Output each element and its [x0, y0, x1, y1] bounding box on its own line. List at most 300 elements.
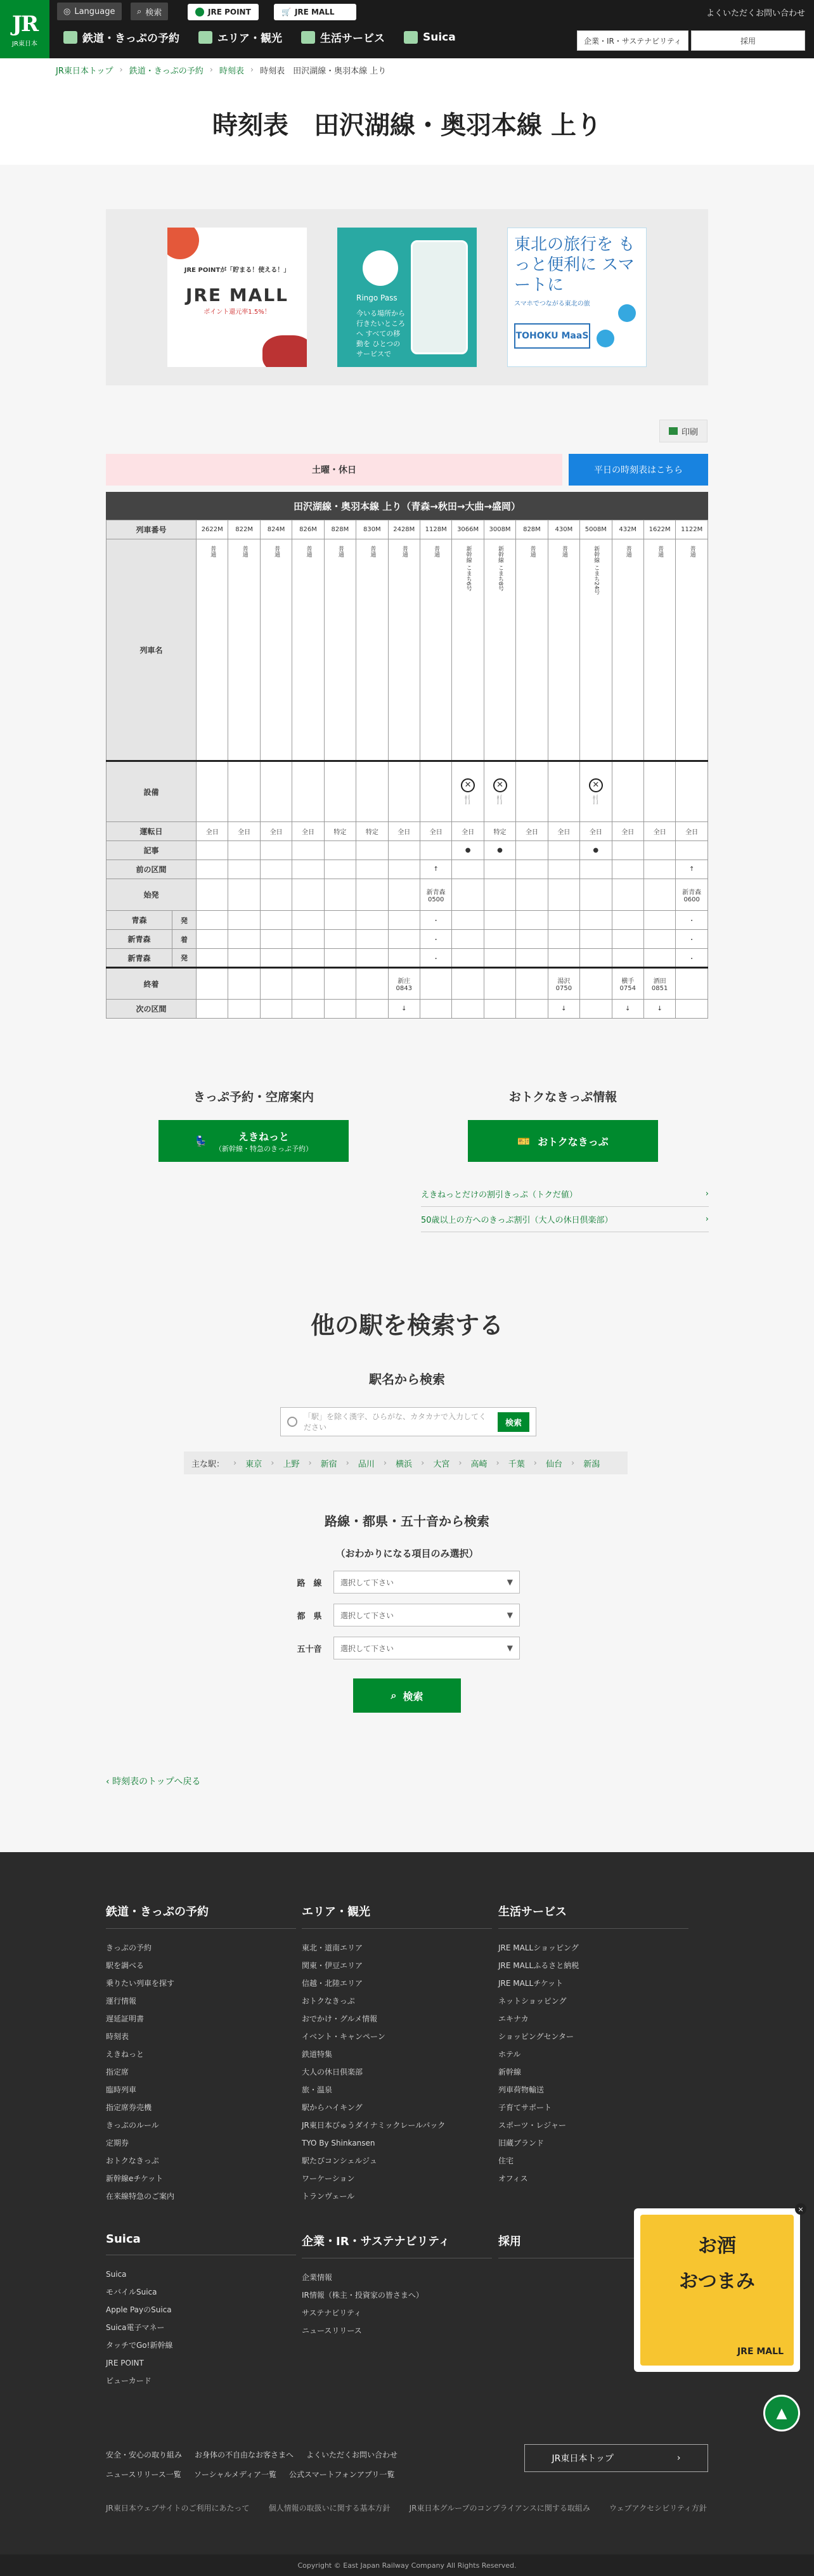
- timetable-cell: 全日: [197, 822, 228, 841]
- timetable-cell: [324, 968, 356, 1000]
- footer-link[interactable]: JRE MALLショッピング: [498, 1943, 579, 1952]
- timetable-cell: [484, 860, 515, 879]
- timetable-cell: [452, 879, 484, 911]
- nav-life[interactable]: 生活サービス: [301, 29, 385, 45]
- major-station-link[interactable]: 大宮: [433, 1459, 450, 1469]
- footer-link[interactable]: JRE MALLふるさと納税: [498, 1961, 579, 1970]
- timetable-cell: [516, 879, 548, 911]
- major-station-link[interactable]: 仙台: [545, 1459, 562, 1469]
- timetable-cell: ・: [420, 930, 451, 949]
- timetable-cell: 1622M: [643, 520, 675, 539]
- global-header: [0, 0, 814, 58]
- equipment-cell: [260, 761, 292, 822]
- crumb-sep: ›: [209, 65, 213, 75]
- chevron-right-icon: ›: [705, 1214, 709, 1224]
- footer-link[interactable]: ネットショッピング: [498, 1997, 567, 2006]
- otona-link[interactable]: 50歳以上の方へのきっぷ割引（大人の休日倶楽部） ›: [421, 1207, 709, 1232]
- timetable-cell: 1128M: [420, 520, 451, 539]
- timetable-cell: [516, 968, 548, 1000]
- banner-title: JRE MALL: [185, 285, 289, 306]
- footer-link[interactable]: 新幹線eチケット: [106, 2174, 164, 2183]
- timetable-row: [107, 930, 708, 949]
- row-label: 始発: [107, 879, 197, 911]
- back-link[interactable]: ‹ 時刻表のトップへ戻る: [106, 1777, 201, 1787]
- fruit-image: [167, 228, 199, 259]
- station-sep: ›: [421, 1458, 425, 1468]
- equipment-cell: [484, 761, 515, 822]
- chevron-down-icon: ▼: [507, 1611, 513, 1620]
- chevron-left-icon: ‹: [106, 1777, 113, 1787]
- timetable-cell: [643, 879, 675, 911]
- faq-link[interactable]: よくいただくお問い合わせ: [706, 9, 805, 18]
- equipment-cell: [420, 761, 451, 822]
- timetable-cell: [612, 949, 643, 968]
- timetable-cell: [356, 841, 388, 860]
- cart-icon: 🛒: [281, 8, 291, 16]
- train-name: 新幹線 こまち8号: [497, 546, 504, 591]
- timetable-cell: [228, 860, 260, 879]
- footer-link[interactable]: 定期券: [106, 2139, 129, 2148]
- timetable-cell: [260, 860, 292, 879]
- timetable-cell: 2622M: [197, 520, 228, 539]
- footer-link[interactable]: ワーケーション: [302, 2174, 355, 2183]
- timetable-cell: 特定: [356, 822, 388, 841]
- timetable-cell: ・: [676, 949, 708, 968]
- banner-ringo-pass[interactable]: [337, 228, 477, 367]
- footer-link[interactable]: TYO By Shinkansen: [302, 2139, 375, 2148]
- row-label: 列車番号: [107, 520, 197, 539]
- timetable-cell: [643, 860, 675, 879]
- footer-link[interactable]: スポーツ・レジャー: [498, 2121, 566, 2130]
- major-station-link[interactable]: 横浜: [396, 1459, 413, 1469]
- timetable-cell: [260, 911, 292, 930]
- printer-icon: [669, 427, 678, 435]
- timetable-cell: [676, 968, 708, 1000]
- footer-link[interactable]: 旅・温泉: [302, 2085, 333, 2094]
- footer-bottom-link[interactable]: 公式スマートフォンアプリ一覧: [289, 2470, 395, 2479]
- footer-bottom-link[interactable]: よくいただくお問い合わせ: [306, 2450, 398, 2459]
- train-name: 普通: [657, 546, 664, 557]
- footer-col-title: 企業・IR・サステナビリティ: [302, 2232, 492, 2258]
- footer-link[interactable]: 駅たびコンシェルジュ: [302, 2156, 377, 2165]
- footer-col-title: 生活サービス: [498, 1903, 688, 1929]
- footer-link[interactable]: タッチでGo!新幹線: [106, 2341, 173, 2350]
- equipment: [580, 778, 611, 805]
- train-name: 普通: [529, 546, 536, 557]
- train-name-cell: [228, 539, 260, 761]
- row-label: 設備: [107, 761, 197, 822]
- nav-suica[interactable]: Suica: [404, 29, 456, 45]
- station-input[interactable]: 「駅」を除く漢字、ひらがな、カタカナで入力してください: [304, 1412, 487, 1432]
- timetable-cell: [324, 879, 356, 911]
- timetable-cell: ●: [580, 841, 612, 860]
- crumb-sep: ›: [119, 65, 123, 75]
- food-service-icon: 🍴: [494, 795, 506, 805]
- copyright: Copyright © East Japan Railway Company All Rights Reserved.: [0, 2554, 814, 2576]
- kana-select[interactable]: 選択して下さい ▼: [333, 1637, 520, 1659]
- timetable-cell: 822M: [228, 520, 260, 539]
- footer-link[interactable]: 指定席: [106, 2068, 129, 2077]
- timetable-cell: [292, 930, 324, 949]
- timetable-cell: 3066M: [452, 520, 484, 539]
- timetable-row: [107, 822, 708, 841]
- ekinet-button[interactable]: 💺 えきねっと （新幹線・特急のきっぷ予約）: [158, 1120, 349, 1162]
- equipment-cell: [197, 761, 228, 822]
- train-name: 普通: [337, 546, 344, 557]
- equipment: [452, 778, 483, 805]
- row-label: 記事: [107, 841, 197, 860]
- timetable-cell: [228, 930, 260, 949]
- major-station-link[interactable]: 新宿: [320, 1459, 337, 1469]
- nav-area[interactable]: エリア・観光: [198, 29, 282, 45]
- row-label: 次の区間: [107, 1000, 197, 1019]
- timetable-row: [107, 879, 708, 911]
- train-name-cell: [324, 539, 356, 761]
- jre-point-link[interactable]: JRE POINT: [188, 4, 259, 20]
- timetable-cell: [548, 930, 579, 949]
- footer-link[interactable]: ニュースリリース: [302, 2326, 362, 2335]
- timetable-cell: 新青森 0600: [676, 879, 708, 911]
- equipment-cell: [228, 761, 260, 822]
- footer-link[interactable]: 運行情報: [106, 1997, 137, 2006]
- timetable-cell: [516, 1000, 548, 1019]
- footer-link[interactable]: Suica電子マネー: [106, 2323, 165, 2332]
- timetable-cell: [643, 930, 675, 949]
- footer-link[interactable]: おでかけ・グルメ情報: [302, 2014, 378, 2023]
- timetable-cell: 酒田 0851: [643, 968, 675, 1000]
- footer-link[interactable]: 子育てサポート: [498, 2103, 552, 2112]
- train-name-cell: [484, 539, 515, 761]
- recruit-link[interactable]: 採用: [691, 30, 805, 51]
- language-button[interactable]: ◎ Language: [57, 3, 122, 20]
- timetable-cell: 830M: [356, 520, 388, 539]
- timetable-cell: [452, 930, 484, 949]
- footer-bottom-link[interactable]: 安全・安心の取り組み: [106, 2450, 183, 2459]
- row-sublabel: 着: [172, 930, 197, 949]
- timetable-cell: [197, 879, 228, 911]
- footer-link[interactable]: JR東日本びゅうダイナミックレールパック: [302, 2121, 446, 2130]
- equipment-cell: [356, 761, 388, 822]
- footer-link[interactable]: JRE MALLチケット: [498, 1979, 564, 1988]
- station-search-button[interactable]: 検索: [498, 1412, 529, 1432]
- timetable-cell: [292, 879, 324, 911]
- pref-select[interactable]: 選択して下さい ▼: [333, 1604, 520, 1626]
- building-icon: [301, 31, 315, 44]
- station-sep: ›: [571, 1458, 575, 1468]
- chevron-down-icon: ▼: [507, 1644, 513, 1652]
- print-button[interactable]: 印刷: [659, 420, 707, 442]
- footer-link[interactable]: 東北・道南エリア: [302, 1943, 363, 1952]
- jr-logo[interactable]: JR JR東日本: [0, 0, 49, 58]
- train-name-cell: [612, 539, 643, 761]
- timetable-cell: 828M: [516, 520, 548, 539]
- footer-bottom-link[interactable]: お身体の不自由なお客さまへ: [195, 2450, 294, 2459]
- footer-link[interactable]: 新幹線: [498, 2068, 522, 2077]
- timetable-cell: 3008M: [484, 520, 515, 539]
- timetable-cell: [643, 841, 675, 860]
- timetable-cell: 824M: [260, 520, 292, 539]
- timetable-cell: [228, 911, 260, 930]
- timetable-cell: ・: [420, 949, 451, 968]
- banner-jre-mall[interactable]: [167, 228, 307, 367]
- tab-weekday-link[interactable]: 平日の時刻表はこちら: [569, 454, 708, 486]
- train-name: 新幹線 こまち6号: [465, 546, 472, 591]
- timetable-cell: [516, 860, 548, 879]
- footer-link[interactable]: 信越・北陸エリア: [302, 1979, 363, 1988]
- route-label: 路 線: [297, 1578, 322, 1588]
- major-stations: [184, 1452, 628, 1474]
- footer-link[interactable]: 企業情報: [302, 2273, 333, 2282]
- kana-label: 五十音: [297, 1644, 322, 1654]
- footer-link[interactable]: きっぷのルール: [106, 2121, 159, 2130]
- timetable-cell: 全日: [420, 822, 451, 841]
- timetable-row: [107, 911, 708, 930]
- timetable-cell: [356, 949, 388, 968]
- route-search-button[interactable]: ⌕ 検索: [353, 1678, 461, 1713]
- equipment-cell: [676, 761, 708, 822]
- footer-link[interactable]: トランヴェール: [302, 2192, 355, 2201]
- footer-link[interactable]: イベント・キャンペーン: [302, 2032, 385, 2041]
- search-button[interactable]: ⌕ 検索: [131, 3, 168, 20]
- jre-mall-link[interactable]: 🛒 JRE MALL: [274, 4, 356, 20]
- timetable-cell: [356, 879, 388, 911]
- footer-bottom-link[interactable]: JR東日本ウェブサイトのご利用にあたって: [106, 2504, 250, 2513]
- station-search: [280, 1407, 536, 1436]
- footer-link[interactable]: サステナビリティ: [302, 2309, 362, 2317]
- timetable-cell: [197, 911, 228, 930]
- timetable-cell: [197, 860, 228, 879]
- footer-bottom-link[interactable]: ニュースリリース一覧: [106, 2470, 181, 2479]
- equipment-cell: [580, 761, 612, 822]
- timetable-row: [107, 860, 708, 879]
- deco-dot: [597, 330, 614, 347]
- jr-top-button[interactable]: JR東日本トップ ›: [524, 2444, 708, 2472]
- timetable-cell: [228, 879, 260, 911]
- train-name-cell: [260, 539, 292, 761]
- food-service-icon: 🍴: [590, 795, 602, 805]
- train-name-cell: [356, 539, 388, 761]
- timetable-cell: [197, 1000, 228, 1019]
- timetable-cell: [420, 1000, 451, 1019]
- map-icon: [198, 31, 212, 44]
- timetable-cell: [580, 949, 612, 968]
- timetable-cell: [388, 879, 420, 911]
- train-name: 普通: [560, 546, 567, 557]
- row-label: 終着: [107, 968, 197, 1000]
- footer-link[interactable]: 住宅: [498, 2156, 514, 2165]
- timetable-cell: 432M: [612, 520, 643, 539]
- timetable-cell: [356, 860, 388, 879]
- footer-link[interactable]: 在来線特急のご案内: [106, 2192, 175, 2201]
- major-station-link[interactable]: 高崎: [470, 1459, 488, 1469]
- ticket-deals-title: おトクなきっぷ情報: [508, 1090, 617, 1104]
- timetable-cell: ↓: [643, 1000, 675, 1019]
- timetable-cell: [356, 968, 388, 1000]
- deco-dot: [618, 304, 636, 322]
- tab-holiday[interactable]: 土曜・休日: [106, 454, 562, 486]
- footer-link[interactable]: 臨時列車: [106, 2085, 137, 2094]
- train-name: 普通: [688, 546, 695, 557]
- row-label: 新青森: [107, 930, 172, 949]
- footer-bottom-link[interactable]: JR東日本グループのコンプライアンスに関する取組み: [409, 2504, 590, 2513]
- timetable-cell: 5008M: [580, 520, 612, 539]
- timetable-cell: 全日: [676, 822, 708, 841]
- back-to-top-button[interactable]: ▲: [763, 2395, 800, 2431]
- crumb-current: 時刻表 田沢湖線・奥羽本線 上り: [260, 66, 387, 76]
- footer-link[interactable]: おトクなきっぷ: [106, 2156, 159, 2165]
- crumb-rail[interactable]: 鉄道・きっぷの予約: [129, 66, 204, 76]
- global-nav: [63, 29, 456, 45]
- footer-link[interactable]: 駅からハイキング: [302, 2103, 363, 2112]
- route-select[interactable]: 選択して下さい ▼: [333, 1571, 520, 1594]
- ad-brand: JRE MALL: [737, 2347, 784, 2357]
- footer-col-corp: [302, 2232, 492, 2340]
- footer-policy-links: [106, 2502, 708, 2513]
- station-sep: ›: [496, 1458, 500, 1468]
- train-name: 普通: [209, 546, 216, 557]
- timetable-cell: [452, 860, 484, 879]
- timetable-cell: [676, 841, 708, 860]
- major-station-link[interactable]: 千葉: [508, 1459, 525, 1469]
- footer-link[interactable]: きっぷの予約: [106, 1943, 152, 1952]
- station-sep: ›: [308, 1458, 312, 1468]
- corp-link[interactable]: 企業・IR・サステナビリティ: [577, 30, 688, 51]
- footer-link[interactable]: 乗りたい列車を探す: [106, 1979, 175, 1988]
- footer-link[interactable]: ホテル: [498, 2050, 521, 2059]
- crumb-timetable[interactable]: 時刻表: [219, 66, 244, 76]
- search-icon: ⌕: [391, 1689, 397, 1701]
- timetable-cell: [548, 949, 579, 968]
- timetable-cell: [228, 949, 260, 968]
- major-station-link[interactable]: 品川: [358, 1459, 375, 1469]
- footer-link[interactable]: IR情報（株主・投資家の皆さまへ）: [302, 2291, 423, 2300]
- timetable-cell: 全日: [388, 822, 420, 841]
- major-station-link[interactable]: 東京: [245, 1459, 262, 1469]
- equipment-cell: [516, 761, 548, 822]
- floating-ad[interactable]: [634, 2208, 800, 2372]
- jre-point-icon: [195, 8, 204, 16]
- otoku-button[interactable]: 🎫 おトクなきっぷ: [468, 1120, 658, 1162]
- chevron-right-icon: ›: [676, 2453, 681, 2463]
- timetable-cell: ↓: [612, 1000, 643, 1019]
- globe-icon: ◎: [63, 6, 71, 16]
- timetable-cell: [388, 949, 420, 968]
- banner-tohoku-maas[interactable]: [507, 228, 647, 367]
- timetable-cell: [643, 911, 675, 930]
- timetable-cell: 湯沢 0750: [548, 968, 579, 1000]
- timetable-cell: [484, 949, 515, 968]
- footer-bottom-link[interactable]: ウェブアクセシビリティ方針: [609, 2504, 707, 2513]
- seat-icon: 💺: [195, 1135, 207, 1147]
- timetable-cell: [612, 860, 643, 879]
- footer-link[interactable]: オフィス: [498, 2174, 528, 2183]
- ad-close-button[interactable]: ×: [795, 2203, 806, 2215]
- ticket-reserve: [158, 1088, 349, 1162]
- footer-bottom-link[interactable]: ソーシャルメディア一覧: [193, 2470, 277, 2479]
- row-sublabel: 発: [172, 911, 197, 930]
- station-sep: ›: [346, 1458, 349, 1468]
- chevron-right-icon: ›: [705, 1189, 709, 1199]
- maas-logo: TOHOKU MaaS: [514, 323, 590, 349]
- footer-col-suica: [106, 2232, 296, 2390]
- timetable-cell: [643, 949, 675, 968]
- major-station-link[interactable]: 新潟: [583, 1459, 600, 1469]
- timetable-cell: [197, 949, 228, 968]
- footer-link[interactable]: えきねっと: [106, 2050, 145, 2059]
- footer-link[interactable]: ショッピングセンター: [498, 2032, 574, 2041]
- footer-link[interactable]: エキナカ: [498, 2014, 529, 2023]
- timetable: [106, 492, 708, 1019]
- banner-area: [106, 209, 708, 385]
- station-sep: ›: [533, 1458, 537, 1468]
- footer-link[interactable]: 関東・伊豆エリア: [302, 1961, 363, 1970]
- timetable-cell: [612, 879, 643, 911]
- timetable-cell: [580, 930, 612, 949]
- timetable-cell: [260, 879, 292, 911]
- footer-link[interactable]: 時刻表: [106, 2032, 129, 2041]
- timetable-cell: 全日: [228, 822, 260, 841]
- timetable-cell: 特定: [324, 822, 356, 841]
- timetable-cell: 全日: [260, 822, 292, 841]
- timetable-cell: [484, 911, 515, 930]
- footer-link[interactable]: 指定席券売機: [106, 2103, 152, 2112]
- timetable-cell: [484, 968, 515, 1000]
- timetable-cell: [516, 949, 548, 968]
- timetable-row: [107, 841, 708, 860]
- nav-rail[interactable]: 鉄道・きっぷの予約: [63, 29, 179, 45]
- timetable-cell: [516, 911, 548, 930]
- footer-link[interactable]: 列車荷物輸送: [498, 2085, 545, 2094]
- train-name-cell: [580, 539, 612, 761]
- timetable-cell: [548, 911, 579, 930]
- footer-link[interactable]: おトクなきっぷ: [302, 1997, 355, 2006]
- timetable-cell: 横手 0754: [612, 968, 643, 1000]
- row-label: 列車名: [107, 539, 197, 761]
- timetable-cell: [324, 1000, 356, 1019]
- footer-link[interactable]: モバイルSuica: [106, 2288, 157, 2296]
- footer-link[interactable]: 駅を調べる: [106, 1961, 145, 1970]
- major-station-link[interactable]: 上野: [283, 1459, 300, 1469]
- route-search-heading: 路線・都県・五十音から検索: [325, 1514, 489, 1529]
- crumb-top[interactable]: JR東日本トップ: [56, 66, 113, 76]
- toku-link[interactable]: えきねっとだけの割引きっぷ（トクだ値） ›: [421, 1182, 709, 1207]
- footer-link[interactable]: ビューカード: [106, 2376, 152, 2385]
- footer-link[interactable]: JRE POINT: [106, 2359, 144, 2367]
- timetable-row: [107, 949, 708, 968]
- footer-link[interactable]: 旧蔵ブランド: [498, 2139, 545, 2148]
- timetable-cell: [580, 911, 612, 930]
- timetable-cell: [292, 860, 324, 879]
- timetable-cell: [228, 841, 260, 860]
- timetable-cell: ・: [420, 911, 451, 930]
- footer-link[interactable]: 鉄道特集: [302, 2050, 333, 2059]
- timetable-cell: [484, 930, 515, 949]
- footer-link[interactable]: 遅延証明書: [106, 2014, 145, 2023]
- station-sep: ›: [458, 1458, 462, 1468]
- timetable-cell: [324, 930, 356, 949]
- footer-link[interactable]: 大人の休日倶楽部: [302, 2068, 363, 2077]
- timetable-cell: [292, 949, 324, 968]
- footer-col-title: 鉄道・きっぷの予約: [106, 1903, 296, 1929]
- station-sep: ›: [233, 1458, 237, 1468]
- timetable-cell: ●: [452, 841, 484, 860]
- footer-link[interactable]: Apple PayのSuica: [106, 2305, 172, 2314]
- footer-link[interactable]: Suica: [106, 2270, 127, 2279]
- food-service-icon: 🍴: [462, 795, 474, 805]
- ticket-icon: 🎫: [517, 1135, 531, 1147]
- footer-bottom-link[interactable]: 個人情報の取扱いに関する基本方針: [268, 2504, 391, 2513]
- row-label: 青森: [107, 911, 172, 930]
